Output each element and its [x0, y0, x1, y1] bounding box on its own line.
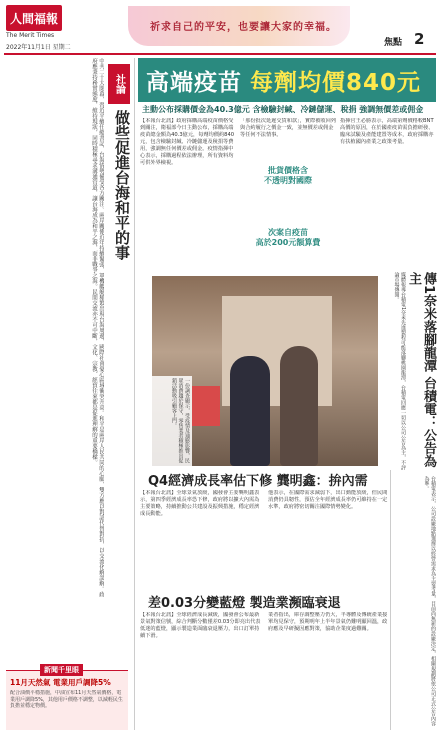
slogan: 祈求自己的平安，也要讓大家的幸福。 — [150, 22, 337, 33]
lead-headline-part2: 每劑均價840元 — [250, 70, 422, 96]
lead-column-1: 【本報台北訊】政府採購高端疫苗價格受到關注，衛福部今日主動公布，採購高端疫苗總金額為40.3億元，每劑均價約840元，包含檢驗封緘、冷鏈儲運及稅捐等費用，強調無任何價差或佣金。疫情指揮中心表示，採購過程依法辦理，所有資料均可供外界檢視。 — [140, 118, 235, 166]
photo-person — [280, 346, 318, 466]
section-name: 焦點 — [384, 38, 403, 48]
newspaper-logo: 人間福報 — [6, 5, 62, 31]
editorial-tag: 社論 — [108, 64, 130, 104]
editorial-body: 中共二十大閉幕，習近平續任總書記，台海情勢備受各方關注。兩岸關係近年持續緊張，軍機艦艇頻繁出現台海周邊，國際社會憂心區域衝突升高。和平是兩岸人民共同的心願，雙方應以對話代替對抗，以交流化解誤解。政府應秉持務實態度，維持現狀，同時積極尋求溝通管道，讓台海成為和平之海，而非戰爭之海。民間交流亦不可中斷，文化、宗教、經貿往來都是促進理解的重要橋樑。 — [91, 58, 104, 597]
editorial-headline: 做些促進台海和平的事 — [113, 110, 131, 260]
q4-headline: Q4經濟成長率估下修 龔明鑫：拚內需 — [148, 474, 368, 489]
lead-column-3: 指揮官王必勝表示，高端第劑價格較BNT高價的原因，在於國產疫苗需負擔研發、臨床試驗及產能建置等成本，政府採購亦有扶植國內產業之政策考量。 — [340, 118, 434, 145]
bottom-column-1: 【本報台北訊】全球經濟成長減緩，國發會公布最新景氣對策信號，綜合判斷分數僅差0.03分即亮出代表低迷的藍燈，顯示製造業面臨衰退壓力，出口訂單持續下滑。 — [140, 612, 261, 639]
logo-subtitle: The Merit Times — [6, 32, 55, 39]
side-story-body: 媒體報導台積電1奈米先進製程可能落腳桃園龍潭，台積電回應一切以公司公告為主，不評論市場傳聞。 — [393, 272, 406, 471]
photo-shopping-bag — [192, 386, 220, 426]
bottom-headline: 差0.03分變藍燈 製造業瀕臨衰退 — [148, 596, 341, 611]
side-story-headline: 傳1奈米落腳龍潭 台積電：公告為主 — [406, 272, 436, 468]
lead-column-2: 「那份批次延遲交貨和款」，實際被收回列與合約履行之價金一致，並無價差或佣金等任何不法情事。 — [240, 118, 336, 138]
right-column-body: 台積電表示，公司設廠地點選擇以經營需求為主要考量，目前尚無新的設廠決定，相關規劃將依公司正式公告內容為準。 — [423, 476, 436, 726]
bottom-body — [140, 612, 390, 730]
lead-pull-quote-1: 批貨價格含 不透明對國際 — [264, 166, 312, 185]
lead-headline-part1: 高端疫苗 — [146, 70, 242, 96]
photo-caption: 一份調查顯示，受疫情及通膨影響，民眾消費趨於保守，零售業者積極推出促銷活動吸引顧客上門。 — [150, 376, 192, 466]
masthead-rule — [4, 53, 436, 55]
q4-column-2: 他表示，在國際需求減弱下，出口動能放緩，但民間消費仍具韌性，預估全年經濟成長率仍可維持在一定水準，政府將密切關注國際情勢變化。 — [268, 490, 388, 510]
lead-pull-quote-2: 次案自疫苗 高於200元額算費 — [255, 228, 321, 247]
editorial-column — [4, 58, 132, 658]
page-number: 2 — [414, 30, 425, 48]
issue-date: 2022年11月1日 星期二 — [6, 44, 71, 51]
photo-person — [230, 356, 270, 466]
bottom-column-2: 業者指出，庫存調整壓力仍大，半導體及傳統產業接單均見保守，預期明年上半年景氣仍難明顯回溫，政府應及早研擬因應對策，協助企業度過難關。 — [268, 612, 388, 632]
news-flash-body: 配合油價平穩措施，中油宣布11月天然氣價格，電業用戶調降5%，其他用戶價格不調整，以減輕民生負擔並穩定物價。 — [10, 690, 123, 709]
lead-subhead: 主動公布採購價金為40.3億元 含檢驗封緘、冷鏈儲運、稅捐 強調無價差或佣金 — [142, 105, 424, 114]
column-divider — [390, 470, 391, 730]
news-flash-label: 新聞千里眼 — [40, 664, 83, 676]
news-flash-title: 11月天然氣 電業用戶調降5% — [10, 678, 111, 687]
column-divider — [134, 58, 135, 730]
q4-column-1: 【本報台北訊】全球景氣放緩，國發會主委龔明鑫表示，第四季經濟成長率恐下修，政府將以擴大內需為主要策略，持續推動公共建設及振興措施，穩定經濟成長動能。 — [140, 490, 260, 517]
q4-body — [140, 490, 390, 580]
lead-body — [140, 118, 436, 268]
